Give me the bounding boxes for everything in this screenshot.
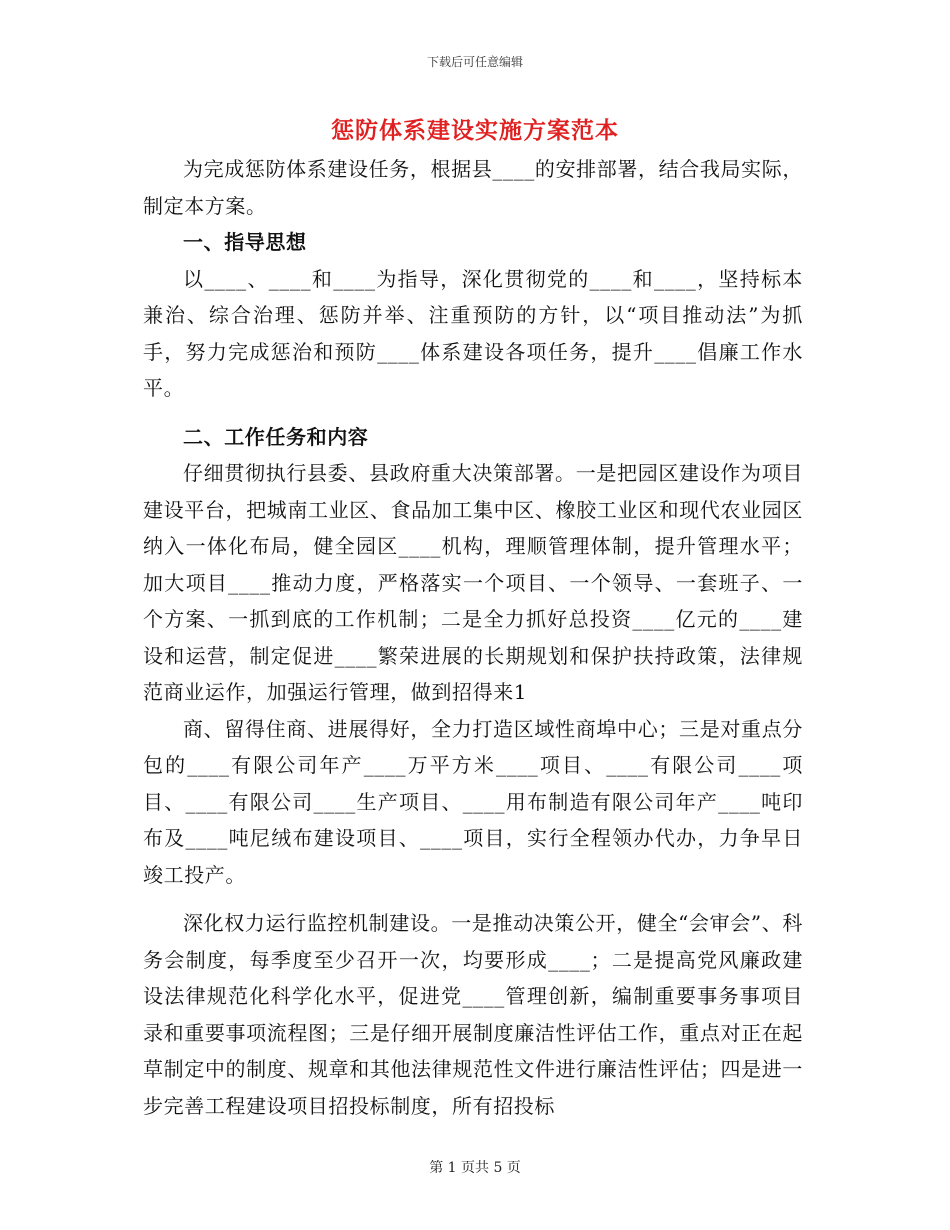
intro-paragraph: 为完成惩防体系建设任务，根据县____的安排部署，结合我局实际，制定本方案。 — [143, 157, 803, 218]
section-2-paragraph-3: 深化权力运行监控机制建设。一是推动决策公开，健全“会审会”、科务会制度，每季度至少召开一次，均要形成____；二是提高党风廉政建设法律规范化科学化水平，促进党____管理创新，编制重要事务事项目录和重要事项流程图；三是仔细开展制度廉洁性评估工作，重点对正在起草制定中的制度、规章和其他法律规范性文件进行廉洁性评估；四是进一步完善工程建设项目招投标制度，所有招投标 — [143, 911, 803, 1118]
header-note: 下载后可任意编辑 — [426, 55, 523, 69]
document-title: 惩防体系建设实施方案范本 — [331, 117, 619, 144]
document-body — [143, 151, 803, 1124]
section-2-paragraph-2: 商、留得住商、进展得好，全力打造区域性商埠中心；三是对重点分包的____有限公司年产____万平方米____项目、____有限公司____项目、____有限公司____生产项目、____用布制造有限公司年产____吨印布及____吨尼绒布建设项目、____项目，实行全程领办代办，力争早日竣工投产。 — [143, 716, 803, 887]
section-2-paragraph-1: 仔细贯彻执行县委、县政府重大决策部署。一是把园区建设作为项目建设平台，把城南工业区、食品加工集中区、橡胶工业区和现代农业园区纳入一体化布局，健全园区____机构，理顺管理体制，提升管理水平；加大项目____推动力度，严格落实一个项目、一个领导、一套班子、一个方案、一抓到底的工作机制；二是全力抓好总投资____亿元的____建设和运营，制定促进____繁荣进展的长期规划和保护扶持政策，法律规范商业运作，加强运行管理，做到招得来1 — [143, 461, 803, 704]
section-1-paragraph: 以____、____和____为指导，深化贯彻党的____和____，坚持标本兼治、综合治理、惩防并举、注重预防的方针，以“项目推动法”为抓手，努力完成惩治和预防____体系建设各项任务，提升____倡廉工作水平。 — [143, 266, 803, 400]
section-1-heading: 一、指导思想 — [183, 230, 307, 254]
page-footer: 第 1 页共 5 页 — [429, 1160, 521, 1176]
section-2-heading: 二、工作任务和内容 — [183, 424, 369, 449]
